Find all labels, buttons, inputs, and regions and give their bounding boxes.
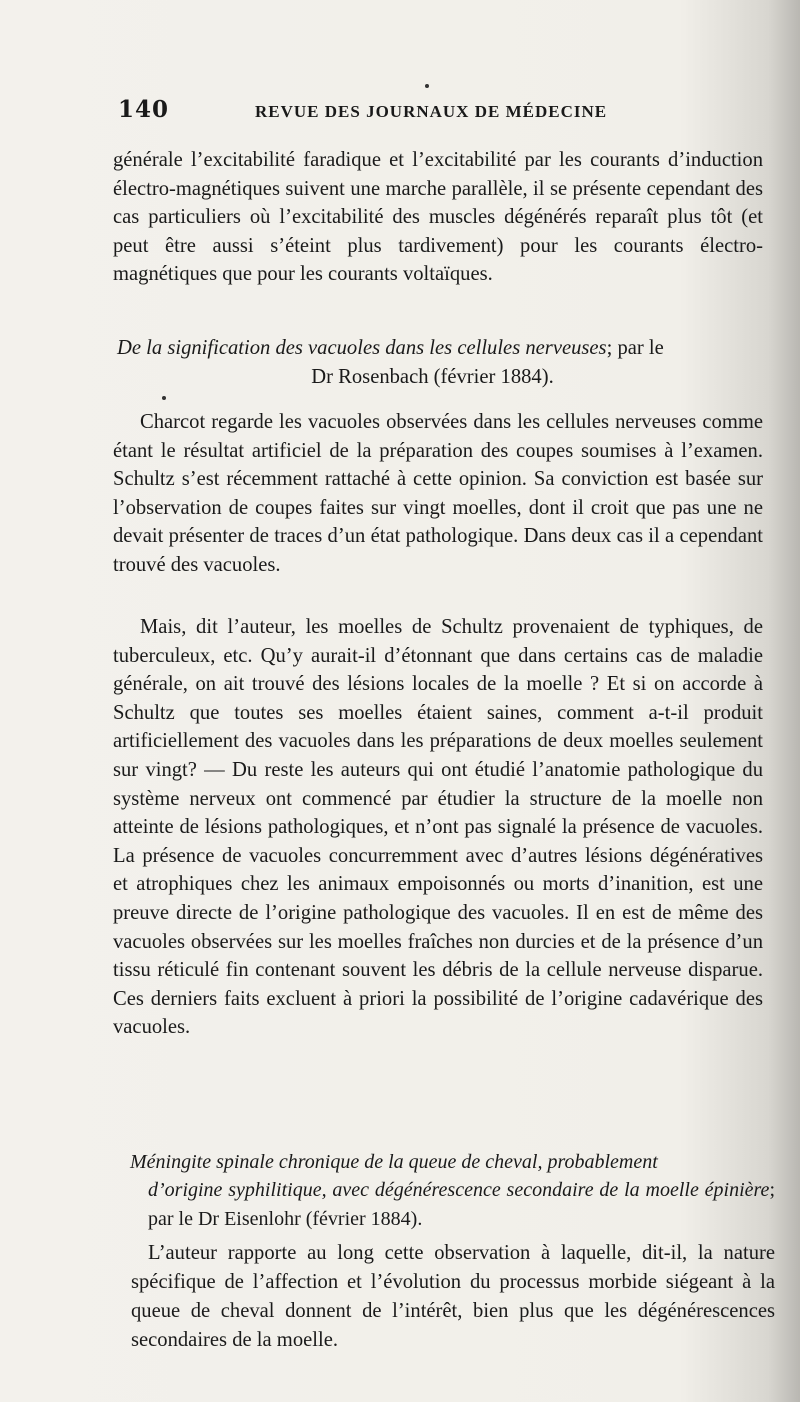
paragraph-auteur: L’auteur rapporte au long cette observation à laquelle, dit-il, la nature spécifique de l’affection et l’évolution du processus morbide siégeant à la queue de cheval donnent de l’intérêt, bien plus que les dégénérescences secondaires de la moelle.	[131, 1242, 775, 1351]
ink-speck	[162, 396, 166, 400]
article-title-eisenlohr	[130, 1148, 775, 1233]
ink-speck	[425, 84, 429, 88]
article-title-tail: ; par le Dr Eisenlohr (février 1884).	[148, 1179, 775, 1230]
paragraph-continuation: générale l’excitabilité faradique et l’excitabilité par les courants d’induction électro-magnétiques suivent une marche parallèle, il se présente cependant des cas particuliers où l’excitabilité des muscles dégénérés reparaît plus tôt (et peut être aussi s’éteint plus tardivement) pour les courants électro-magnétiques que pour les courants voltaïques.	[113, 149, 763, 286]
article-title-italic-a: Méningite spinale chronique de la queue de cheval, probablement	[130, 1151, 658, 1173]
article-title-sep: ; par le	[606, 337, 664, 359]
article-title-author: Dr Rosenbach (février 1884).	[311, 365, 554, 388]
article-title-italic-b: d’origine syphilitique, avec dégénérescence secondaire de la moelle épinière	[148, 1179, 770, 1202]
running-title: REVUE DES JOURNAUX DE MÉDECINE	[255, 102, 608, 121]
article-title-rosenbach	[117, 334, 748, 391]
page-number: 140	[118, 96, 170, 123]
page-header	[118, 96, 776, 130]
article-title-italic: De la signification des vacuoles dans les cellules nerveuses	[117, 337, 607, 359]
paragraph-schultz: Mais, dit l’auteur, les moelles de Schultz provenaient de typhiques, de tuberculeux, etc. Qu’y aurait-il d’étonnant que dans certains cas de maladie générale, on ait trouvé des lésions locales de la moelle ? Et si on accorde à Schultz que toutes ses moelles étaient saines, comment a-t-il produit artificiellement des vacuoles dans les préparations de deux moelles seulement sur vingt? — Du reste les auteurs qui ont étudié l’anatomie pathologique du système nerveux ont commencé par étudier la structure de la moelle non atteinte de lésions pathologiques, et n’ont pas signalé la présence de vacuoles. La présence de vacuoles concurremment avec d’autres lésions dégénératives et atrophiques chez les animaux empoisonnés ou morts d’inanition, est une preuve directe de l’origine pathologique des vacuoles. Il en est de même des vacuoles observées sur les moelles fraîches non durcies et de la présence d’un tissu réticulé fin contenant souvent les débris de la cellule nerveuse disparue. Ces derniers faits excluent à priori la possibilité de l’origine cadavérique des vacuoles.	[113, 616, 763, 1039]
article-title-line2	[130, 1176, 775, 1233]
paragraph-charcot: Charcot regarde les vacuoles observées dans les cellules nerveuses comme étant le résultat artificiel de la préparation des coupes soumises à l’examen. Schultz s’est récemment rattaché à cette opinion. Sa conviction est basée sur l’observation de coupes faites sur vingt moelles, dont il croit que pas une ne devait présenter de traces d’un état pathologique. Dans deux cas il a cependant trouvé des vacuoles.	[113, 411, 763, 576]
